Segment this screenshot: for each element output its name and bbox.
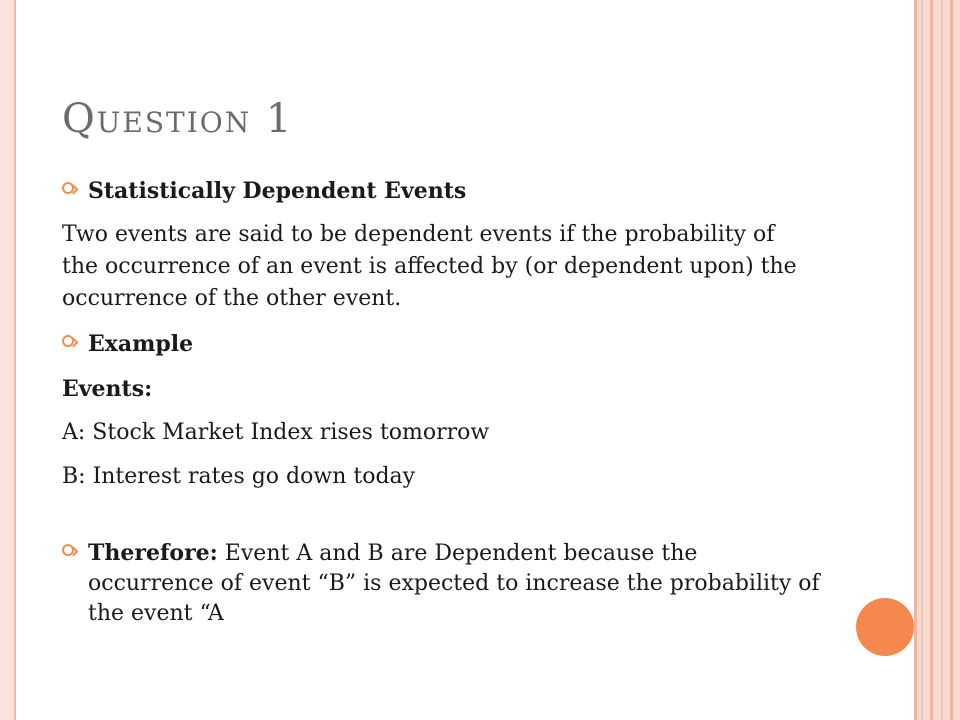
bullet-therefore xyxy=(62,538,828,629)
right-stripes xyxy=(914,0,960,720)
slide-title: Question 1 xyxy=(62,96,294,142)
orange-circle-decoration xyxy=(856,598,914,656)
bullet-heading: Statistically Dependent Events xyxy=(88,178,467,204)
bullet-circle-icon xyxy=(62,182,74,194)
events-label: Events: xyxy=(62,376,153,402)
bullet-dependent-events xyxy=(62,176,822,207)
definition-paragraph: Two events are said to be dependent events if the probability of the occurrence of an event is affected by (or dependent upon) the occurrence of the other event. xyxy=(62,222,797,311)
therefore-label: Therefore: xyxy=(88,540,218,566)
left-frame xyxy=(0,0,16,720)
bullet-heading: Example xyxy=(88,331,194,357)
slide-content xyxy=(62,176,822,629)
therefore-text: Event A and B are Dependent because the occurrence of event “B” is expected to increase the probability of the event “A xyxy=(88,541,820,626)
event-a: A: Stock Market Index rises tomorrow xyxy=(62,420,490,445)
event-b: B: Interest rates go down today xyxy=(62,464,416,489)
bullet-circle-icon xyxy=(62,335,74,347)
bullet-example xyxy=(62,329,822,360)
bullet-circle-icon xyxy=(62,544,74,556)
